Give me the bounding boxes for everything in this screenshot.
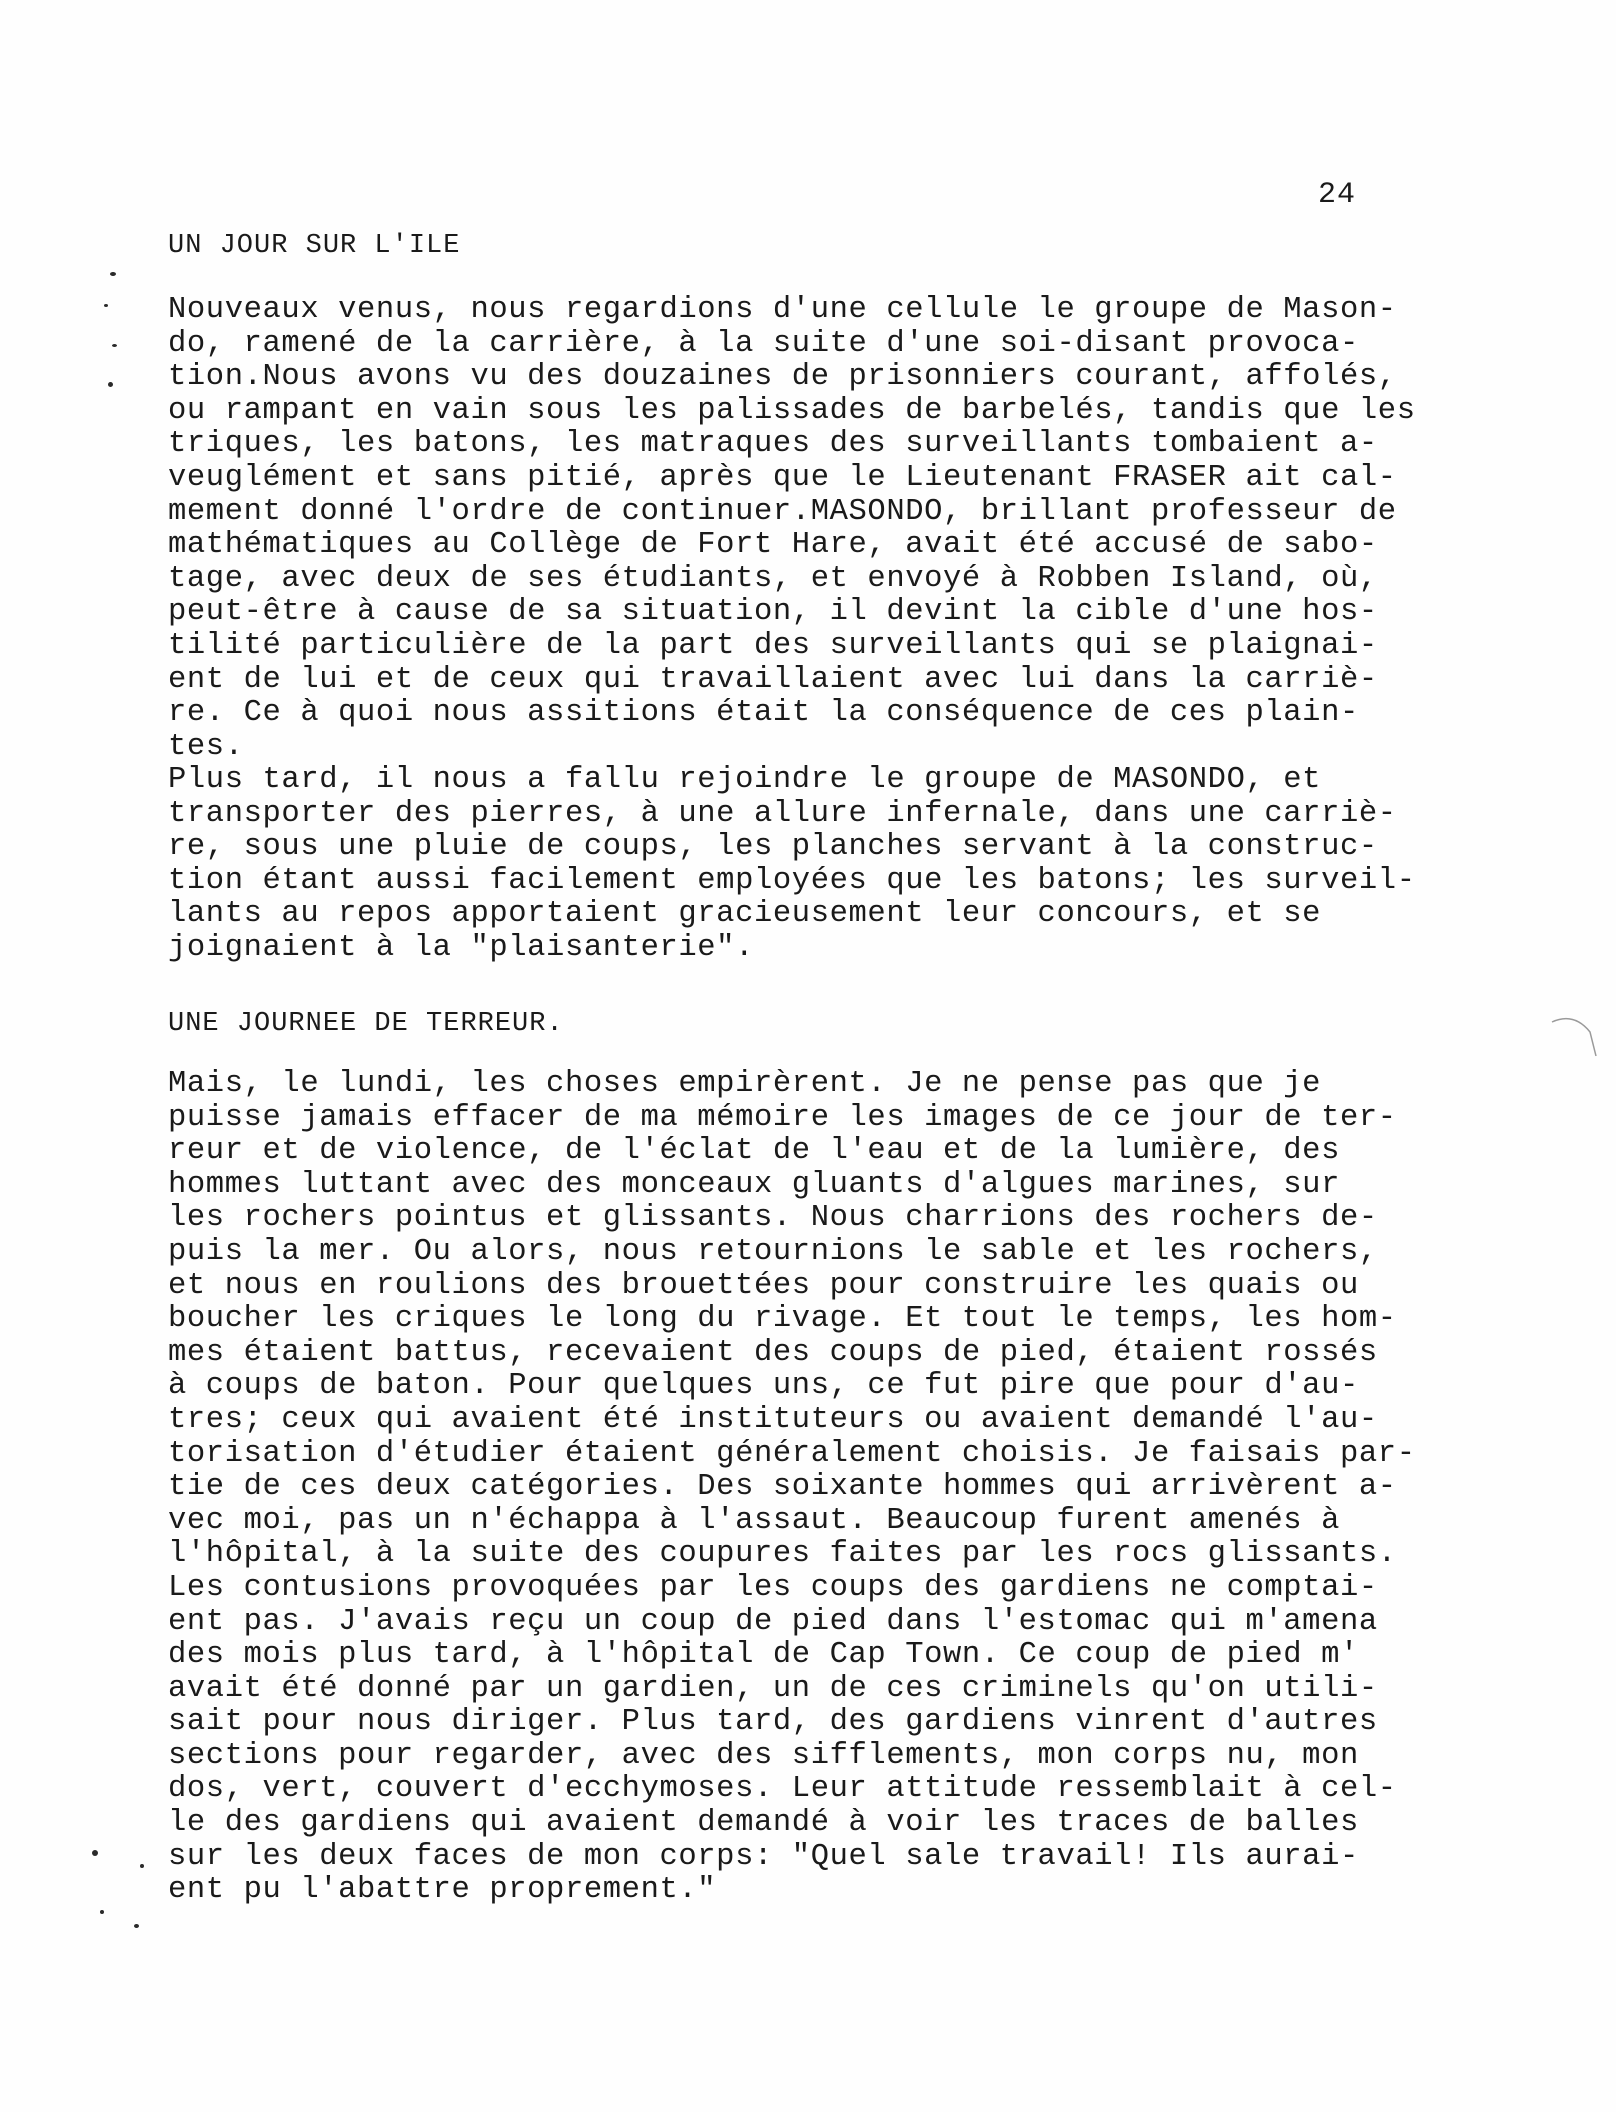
scan-speck	[108, 382, 113, 387]
page-number: 24	[1318, 178, 1357, 212]
scan-speck	[110, 272, 116, 276]
scan-mark-icon	[1550, 1012, 1598, 1060]
body-paragraph: Mais, le lundi, les choses empirèrent. Je ne pense pas que je puisse jamais effacer de ma mémoire les images de ce jour de ter- reur et de violence, de l'éclat de l'eau et de la lumière, des hommes luttant avec des monceaux gluants d'algues marines, sur les rochers pointus et glissants. Nous charrions des rochers de- puis la mer. Ou alors, nous retournions le sable et les rochers, et nous en roulions des brouettées pour construire les quais ou boucher les criques le long du rivage. Et tout le temps, les hom- mes étaient battus, recevaient des coups de pied, étaient rossés à coups de baton. Pour quelques uns, ce fut pire que pour d'au- tres; ceux qui avaient été instituteurs ou avaient demandé l'au- torisation d'étudier étaient généralement choisis. Je faisais par- tie de ces deux catégories. Des soixante hommes qui arrivèrent a- vec moi, pas un n'échappa à l'assaut. Beaucoup furent amenés à l'hôpital, à la suite des coupures faites par les rocs glissants. Les contusions provoquées par les coups des gardiens ne comptai- ent pas. J'avais reçu un coup de pied dans l'estomac qui m'amena des mois plus tard, à l'hôpital de Cap Town. Ce coup de pied m' avait été donné par un gardien, un de ces criminels qu'on utili- sait pour nous diriger. Plus tard, des gardiens vinrent d'autres sections pour regarder, avec des sifflements, mon corps nu, mon dos, vert, couvert d'ecchymoses. Leur attitude ressemblait à cel- le des gardiens qui avaient demandé à voir les traces de balles sur les deux faces de mon corps: "Quel sale travail! Ils aurai- ent pu l'abattre proprement."	[168, 1067, 1416, 1908]
scan-speck	[140, 1864, 144, 1868]
scan-speck	[104, 304, 108, 307]
scan-speck	[100, 1910, 104, 1914]
scan-speck	[112, 344, 117, 347]
body-paragraph: Nouveaux venus, nous regardions d'une cellule le groupe de Mason- do, ramené de la carrière, à la suite d'une soi-disant provoca- tion.Nous avons vu des douzaines de prisonniers courant, affolés, ou rampant en vain sous les palissades de barbelés, tandis que les triques, les batons, les matraques des surveillants tombaient a- veuglément et sans pitié, après que le Lieutenant FRASER ait cal- mement donné l'ordre de continuer.MASONDO, brillant professeur de mathématiques au Collège de Fort Hare, avait été accusé de sabo- tage, avec deux de ses étudiants, et envoyé à Robben Island, où, peut-être à cause de sa situation, il devint la cible d'une hos- tilité particulière de la part des surveillants qui se plaignai- ent de lui et de ceux qui travaillaient avec lui dans la carriè- re. Ce à quoi nous assitions était la conséquence de ces plain- tes.	[168, 293, 1416, 764]
section-heading-une-journee-de-terreur: UNE JOURNEE DE TERREUR.	[168, 1009, 564, 1039]
body-paragraph: Plus tard, il nous a fallu rejoindre le groupe de MASONDO, et transporter des pierres, à une allure infernale, dans une carriè- re, sous une pluie de coups, les planches servant à la construc- tion étant aussi facilement employées que les batons; les surveil- lants au repos apportaient gracieusement leur concours, et se joignaient à la "plaisanterie".	[168, 763, 1416, 965]
scan-speck	[92, 1850, 98, 1856]
scan-speck	[134, 1924, 139, 1928]
section-heading-un-jour-sur-l-ile: UN JOUR SUR L'ILE	[168, 231, 461, 261]
